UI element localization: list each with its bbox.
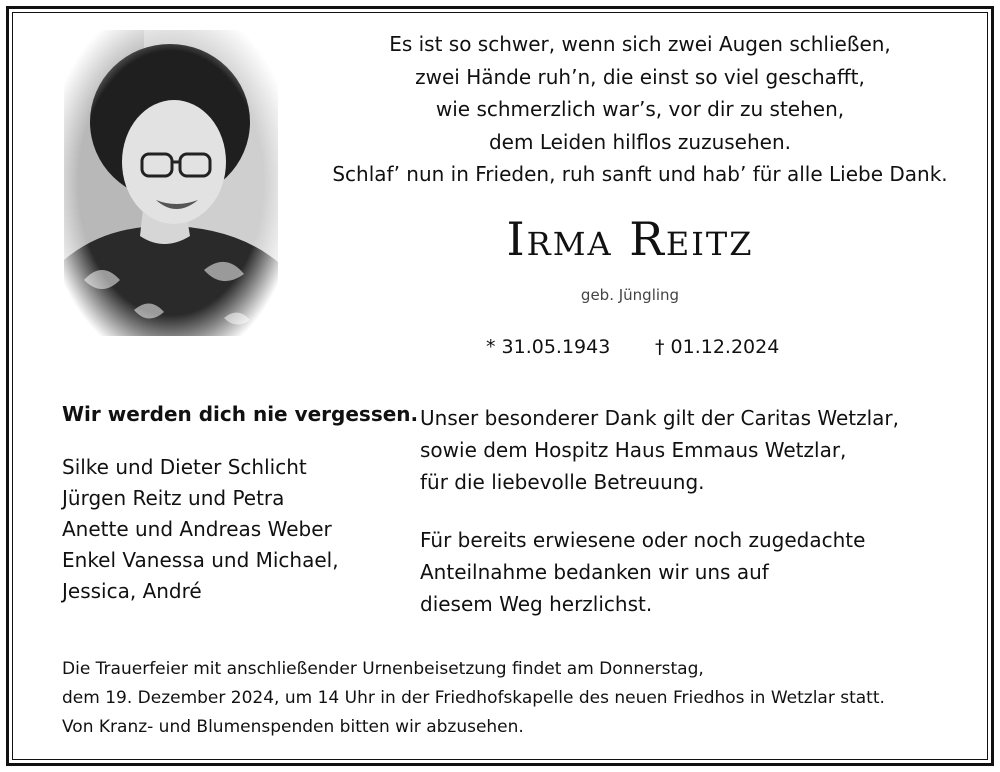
- poem-line: dem Leiden hilflos zuzusehen.: [488, 129, 791, 154]
- death-date: † 01.12.2024: [655, 336, 780, 358]
- thanks-paragraph: [420, 402, 980, 498]
- poem: [310, 28, 970, 191]
- notice-line: dem 19. Dezember 2024, um 14 Uhr in der Friedhofskapelle des neuen Friedhos in Wetzlar statt.: [62, 688, 885, 708]
- notice-line: Von Kranz- und Blumenspenden bitten wir abzusehen.: [62, 717, 524, 737]
- condolence-line: diesem Weg herzlichst.: [420, 592, 653, 616]
- thanks-line: Unser besonderer Dank gilt der Caritas Wetzlar,: [420, 406, 899, 430]
- funeral-notice: [62, 655, 962, 742]
- deceased-name: Irma Reitz: [506, 212, 754, 266]
- poem-line: Es ist so schwer, wenn sich zwei Augen schließen,: [389, 32, 891, 56]
- thanks-line: sowie dem Hospitz Haus Emmaus Wetzlar,: [420, 438, 847, 462]
- mourner-line: Jürgen Reitz und Petra: [62, 486, 285, 510]
- mourners-list: [62, 452, 412, 607]
- mourner-line: Silke und Dieter Schlicht: [62, 455, 307, 479]
- mourner-line: Enkel Vanessa und Michael,: [62, 548, 339, 572]
- poem-line: zwei Hände ruh’n, die einst so viel geschafft,: [415, 64, 865, 89]
- condolence-line: Anteilnahme bedanken wir uns auf: [420, 560, 769, 584]
- mourner-line: Anette und Andreas Weber: [62, 517, 332, 541]
- birth-date: * 31.05.1943: [486, 336, 611, 358]
- condolence-paragraph: [420, 524, 980, 620]
- portrait-photo: [64, 30, 278, 336]
- poem-line: Schlaf’ nun in Frieden, ruh sanft und hab’ für alle Liebe Dank.: [332, 162, 948, 186]
- notice-line: Die Trauerfeier mit anschließender Urnenbeisetzung findet am Donnerstag,: [62, 659, 704, 679]
- mourners-section: [62, 402, 419, 607]
- remembrance-heading: Wir werden dich nie vergessen.: [62, 402, 419, 426]
- condolence-line: Für bereits erwiesene oder noch zugedachte: [420, 528, 866, 552]
- maiden-name: geb. Jüngling: [580, 286, 680, 304]
- thanks-line: für die liebevolle Betreuung.: [420, 470, 705, 494]
- poem-line: wie schmerzlich war’s, vor dir zu stehen,: [435, 97, 845, 121]
- mourner-line: Jessica, André: [62, 579, 202, 603]
- thanks-section: [420, 402, 980, 620]
